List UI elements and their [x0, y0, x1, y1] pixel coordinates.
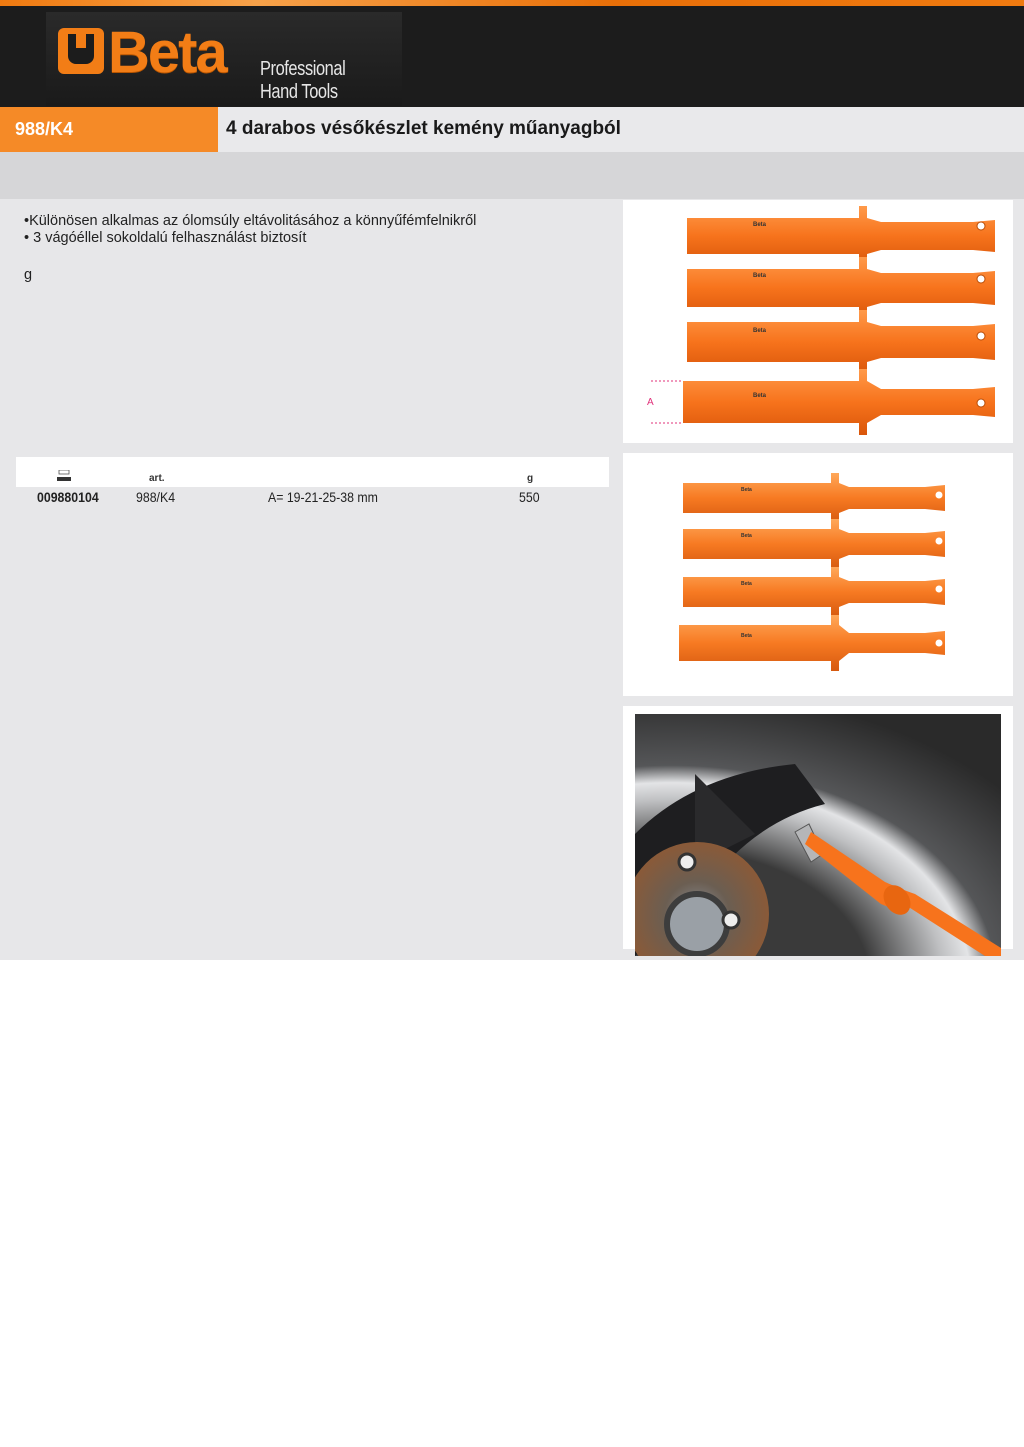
- chisel-tool: [683, 473, 945, 523]
- tool-label: Beta: [741, 487, 752, 493]
- chisel-tool: [679, 615, 945, 671]
- chisel-tool: [687, 206, 995, 266]
- chisel-tool: [683, 519, 945, 569]
- chisel-tool: [687, 310, 995, 374]
- feature-item: • 3 vágóéllel sokoldalú felhasználást biztosít: [24, 230, 307, 246]
- tool-label: Beta: [741, 581, 752, 587]
- chisel-tool: [683, 369, 995, 435]
- wrench-logo-icon: [58, 28, 104, 74]
- tool-label: Beta: [741, 533, 752, 539]
- product-code: 988/K4: [15, 119, 74, 139]
- brand-logo: [46, 12, 402, 106]
- tool-label: Beta: [753, 328, 767, 334]
- spec-table: [16, 457, 609, 511]
- unit-label: g: [24, 267, 33, 283]
- usage-photo-panel: [623, 706, 1013, 949]
- brand-name: Beta: [108, 20, 226, 85]
- tool-label: Beta: [741, 633, 752, 639]
- chisel-tool: [683, 567, 945, 617]
- table-row: [16, 487, 609, 511]
- chisel-drawing-image: [623, 200, 1013, 443]
- product-title: 4 darabos vésőkészlet kemény műanyagból: [226, 118, 621, 139]
- chisel-set-photo: [623, 453, 1013, 696]
- tool-label: Beta: [753, 273, 767, 279]
- feature-list: [24, 213, 476, 247]
- product-content: [0, 199, 1024, 960]
- title-separator-band: [0, 152, 1024, 199]
- dimension-label: A: [647, 397, 654, 408]
- brand-tagline: Professional Hand Tools: [260, 58, 346, 103]
- row-art: 988/K4: [136, 489, 176, 505]
- spec-table-header: [16, 457, 609, 487]
- product-code-badge: [0, 107, 218, 152]
- wheel-photo-image: [635, 714, 1001, 956]
- header-accent-line: [0, 0, 1024, 6]
- wheel-usage-photo: [635, 714, 1001, 956]
- tool-label: Beta: [753, 222, 767, 228]
- row-code: 009880104: [37, 489, 99, 505]
- feature-item: •Különösen alkalmas az ólomsúly eltávolitásához a könnyűfémfelnikről: [24, 213, 477, 229]
- barcode-icon: [56, 470, 72, 482]
- page-header: [0, 0, 1024, 107]
- chisel-tool: [687, 257, 995, 319]
- chisel-set-drawing: [623, 200, 1013, 443]
- chisel-photo-image: [623, 453, 1013, 696]
- row-spec: A= 19-21-25-38 mm: [268, 489, 378, 505]
- header-art: art.: [149, 473, 165, 484]
- product-title-row: [0, 107, 1024, 152]
- row-weight: 550: [519, 489, 540, 505]
- header-weight: g: [527, 473, 534, 484]
- tool-label: Beta: [753, 393, 767, 399]
